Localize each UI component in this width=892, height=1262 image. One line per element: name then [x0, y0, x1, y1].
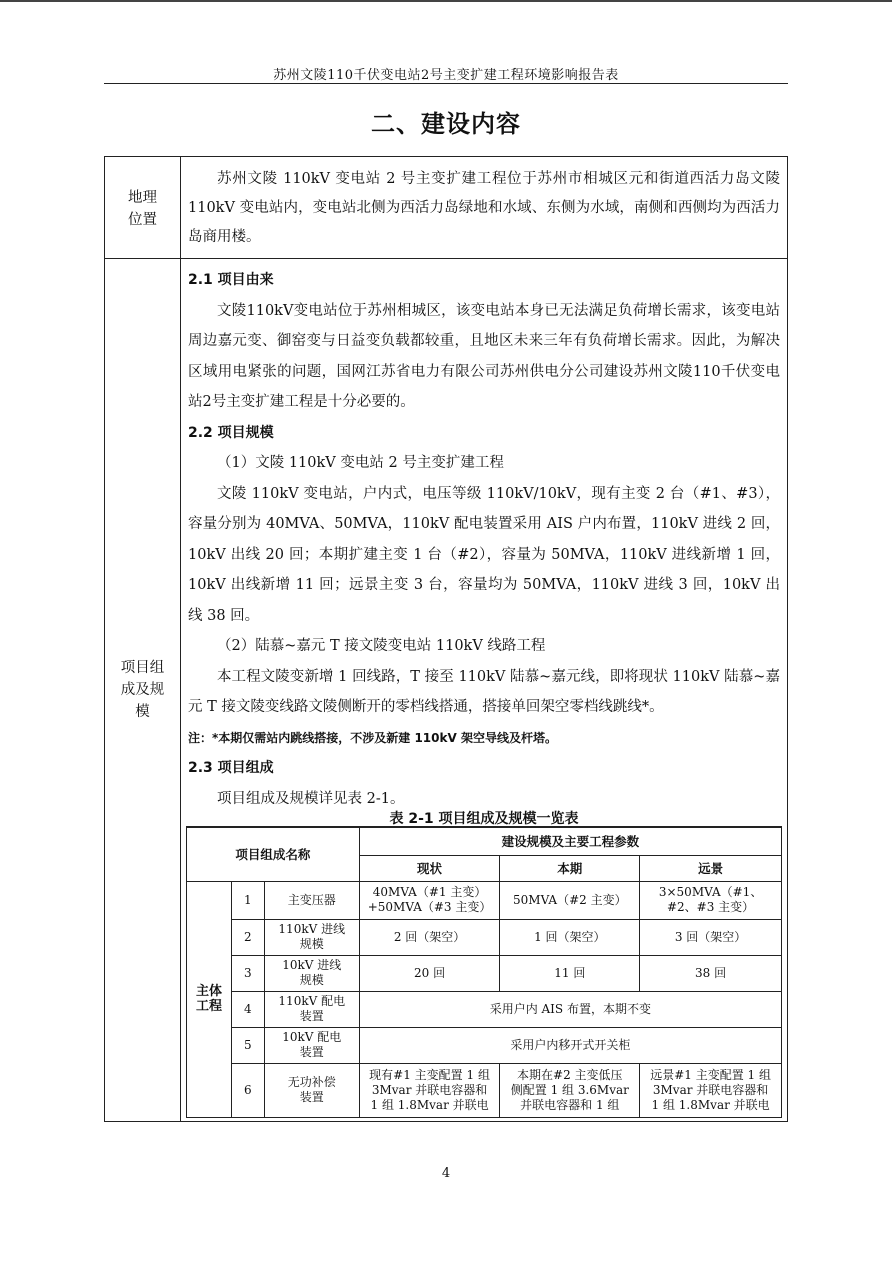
top-border-line [0, 0, 892, 2]
section-2-1-title: 2.1 项目由来 [188, 272, 274, 288]
row-divider [105, 258, 787, 259]
cell-current: 现有#1 主变配置 1 组 3Mvar 并联电容器和 1 组 1.8Mvar 并联电 [359, 1063, 500, 1117]
table-row [187, 881, 782, 919]
section-2-1-text: 文陵110kV变电站位于苏州相城区，该变电站本身已无法满足负荷增长需求，该变电站周边嘉元变、御窑变与日益变负载都较重，且地区未来三年有负荷增长需求。因此，为解决区域用电紧张的问题，国网江苏省电力有限公司苏州供电分公司建设苏州文陵110千伏变电站2号主变扩建工程是十分必要的。 [188, 302, 780, 410]
row-number: 6 [231, 1063, 264, 1117]
section-2-2-paragraph-2: 本工程文陵变新增 1 回线路，T 接至 110kV 陆慕~嘉元线，即将现状 110kV 陆慕~嘉元 T 接文陵变线路文陵侧断开的零档线搭通，搭接单回架空零档线跳线*。 [188, 668, 780, 715]
page-number: 4 [441, 1166, 451, 1181]
project-scale-table [186, 826, 782, 1118]
table-row [187, 955, 782, 991]
cell-merged: 采用户内 AIS 布置，本期不变 [359, 991, 781, 1027]
table-row [187, 1027, 782, 1063]
column-divider [180, 157, 181, 1121]
header-current: 现状 [359, 855, 500, 881]
cell-merged: 采用户内移开式开关柜 [359, 1027, 781, 1063]
row-name: 110kV 进线 规模 [264, 919, 359, 955]
cell-future: 3 回（架空） [640, 919, 782, 955]
header-params: 建设规模及主要工程参数 [359, 827, 781, 855]
cell-current: 20 回 [359, 955, 500, 991]
row-name: 110kV 配电 装置 [264, 991, 359, 1027]
row-name: 主变压器 [264, 881, 359, 919]
table-row [187, 1063, 782, 1117]
section-2-2-paragraph-1: 文陵 110kV 变电站，户内式，电压等级 110kV/10kV，现有主变 2 台（#1、#3），容量分别为 40MVA、50MVA，110kV 配电装置采用 AIS 户内布置，110kV 进线 2 回，10kV 出线 20 回；本期扩建主变 1 台（#2），容量为 50MVA，110kV 进线新增 1 回，10kV 出线新增 11 回；远景主变 3 台，容量均为 50MVA，110kV 进线 3 回，10kV 出线 38 回。 [188, 485, 780, 624]
row-name: 10kV 进线 规模 [264, 955, 359, 991]
cell-this: 本期在#2 主变低压 侧配置 1 组 3.6Mvar 并联电容器和 1 组 [500, 1063, 640, 1117]
section-2-2-subtitle-1: （1）文陵 110kV 变电站 2 号主变扩建工程 [217, 455, 504, 471]
cell-this: 1 回（架空） [500, 919, 640, 955]
header-this: 本期 [500, 855, 640, 881]
geo-text: 苏州文陵 110kV 变电站 2 号主变扩建工程位于苏州市相城区元和街道西活力岛文陵 110kV 变电站内，变电站北侧为西活力岛绿地和水域、东侧为水域，南侧和西侧均为西活力岛商用楼。 [188, 171, 780, 245]
header-future: 远景 [640, 855, 782, 881]
row-number: 4 [231, 991, 264, 1027]
row-number: 1 [231, 881, 264, 919]
content-frame [104, 156, 788, 1122]
project-label-line: 项目组 [120, 660, 165, 676]
project-label-line: 成及规 [120, 682, 165, 698]
page-title: 二、建设内容 [371, 110, 521, 138]
table-caption: 表 2-1 项目组成及规模一览表 [389, 811, 579, 827]
section-2-3-text: 项目组成及规模详见表 2-1。 [217, 790, 405, 807]
cell-current: 40MVA（#1 主变） +50MVA（#3 主变） [359, 881, 500, 919]
note: 注：*本期仅需站内跳线搭接，不涉及新建 110kV 架空导线及杆塔。 [188, 730, 557, 745]
geo-label-line: 位置 [128, 212, 157, 228]
running-header: 苏州文陵110千伏变电站2号主变扩建工程环境影响报告表 [273, 68, 619, 83]
cell-this: 50MVA（#2 主变） [500, 881, 640, 919]
cell-future: 38 回 [640, 955, 782, 991]
cell-future: 远景#1 主变配置 1 组 3Mvar 并联电容器和 1 组 1.8Mvar 并联电 [640, 1063, 782, 1117]
row-number: 5 [231, 1027, 264, 1063]
header-rule [104, 83, 788, 84]
geo-label [105, 187, 180, 231]
row-name: 10kV 配电 装置 [264, 1027, 359, 1063]
table-row [187, 991, 782, 1027]
geo-label-line: 地理 [128, 190, 157, 206]
project-label-line: 模 [135, 704, 150, 720]
section-2-3-title: 2.3 项目组成 [188, 760, 274, 776]
row-number: 3 [231, 955, 264, 991]
section-2-2-subtitle-2: （2）陆慕~嘉元 T 接文陵变电站 110kV 线路工程 [217, 638, 546, 654]
cell-current: 2 回（架空） [359, 919, 500, 955]
row-number: 2 [231, 919, 264, 955]
row-name: 无功补偿 装置 [264, 1063, 359, 1117]
section-2-2-title: 2.2 项目规模 [188, 424, 274, 441]
cell-this: 11 回 [500, 955, 640, 991]
table-row [187, 919, 782, 955]
project-content [188, 265, 780, 814]
cell-future: 3×50MVA（#1、 #2、#3 主变） [640, 881, 782, 919]
group-label: 主体 工程 [187, 881, 232, 1117]
header-name: 项目组成名称 [187, 827, 360, 881]
project-label [105, 657, 180, 723]
